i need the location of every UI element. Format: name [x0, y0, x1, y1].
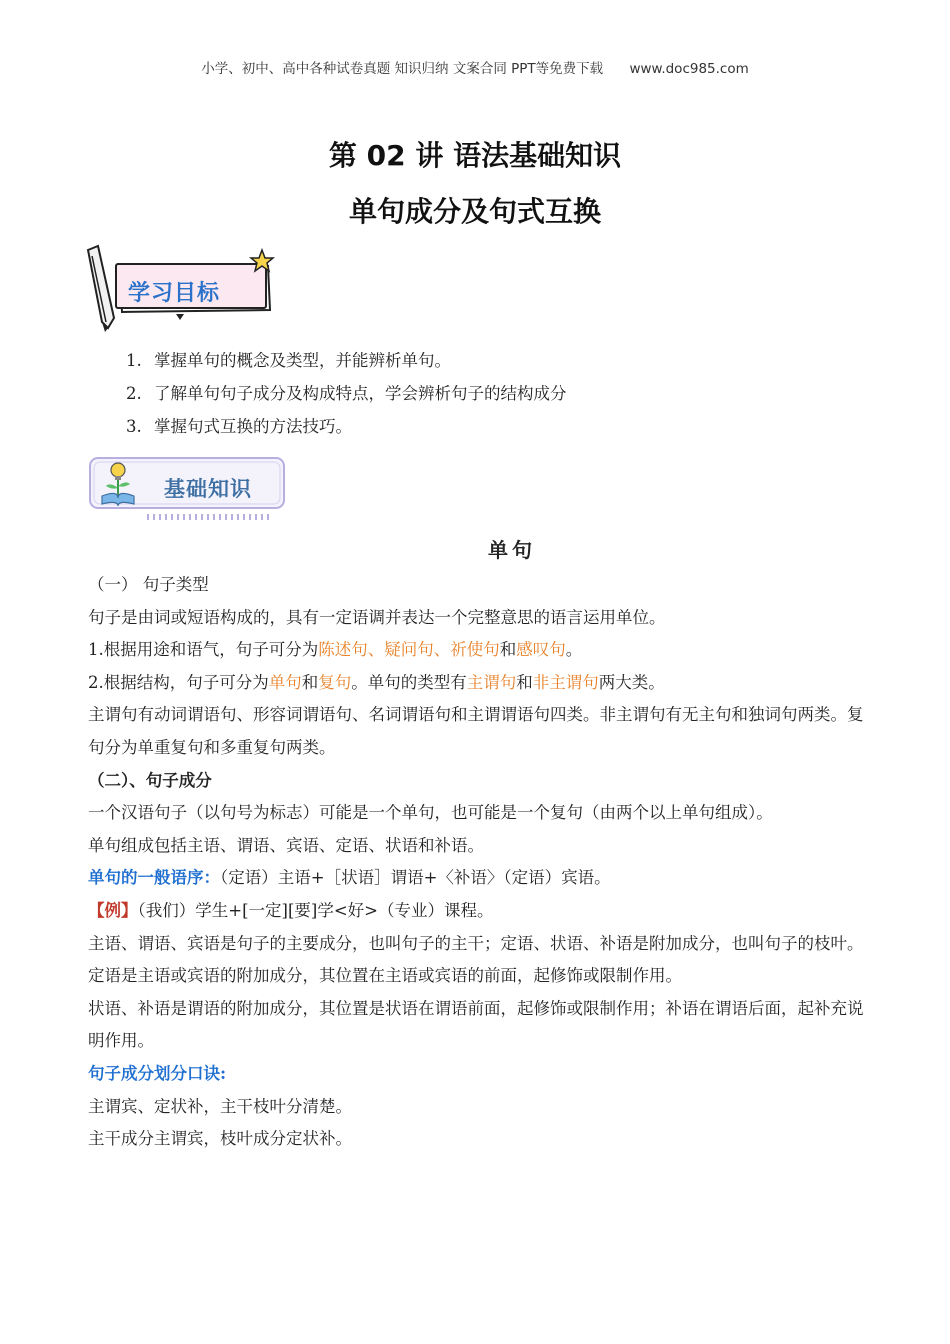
paragraph: 主干成分主谓宾，枝叶成分定状补。: [88, 1129, 352, 1149]
basics-badge-label: 基础知识: [164, 477, 252, 501]
mnemonic-label: 句子成分划分口诀:: [88, 1063, 227, 1083]
paragraph: 主谓宾、定状补，主干枝叶分清楚。: [88, 1096, 352, 1116]
paragraph: 2.根据结构，句子可分为单句和复句。单句的类型有主谓句和非主谓句两大类。: [88, 672, 665, 692]
paragraph: 主谓句有动词谓语句、形容词谓语句、名词谓语句和主谓谓语句四类。非主谓句有无主句和独词句两类。复句分为单重复句和多重复句两类。: [88, 705, 864, 757]
header-site[interactable]: www.doc985.com: [629, 61, 749, 77]
header-text: 小学、初中、高中各种试卷真题 知识归纳 文案合同 PPT等免费下载: [201, 61, 604, 77]
page-title: 第 02 讲 语法基础知识: [328, 139, 622, 172]
paragraph: 1.根据用途和语气，句子可分为陈述句、疑问句、祈使句和感叹句。: [88, 640, 583, 660]
subheading-sentence-components: （二）、句子成分: [88, 770, 212, 790]
paragraph: 单句组成包括主语、谓语、宾语、定语、状语和补语。: [88, 835, 484, 855]
goal-item: 3. 掌握句式互换的方法技巧。: [126, 417, 352, 436]
paragraph: 一个汉语句子（以句号为标志）可能是一个单句，也可能是一个复句（由两个以上单句组成）。: [88, 803, 773, 823]
goals-list: [126, 344, 567, 443]
subheading-sentence-types: （一） 句子类型: [88, 575, 209, 594]
page-subtitle: 单句成分及句式互换: [348, 195, 601, 228]
paragraph: 单句的一般语序：（定语）主语+［状语］谓语+〈补语〉（定语）宾语。: [88, 868, 611, 888]
section-title: 单句: [488, 538, 536, 562]
paragraph: 状语、补语是谓语的附加成分，其位置是状语在谓语前面，起修饰或限制作用；补语在谓语后面，起补充说明作用。: [88, 998, 864, 1051]
basics-badge: [88, 456, 288, 522]
goals-badge-label: 学习目标: [128, 281, 221, 306]
word-order-label: 单句的一般语序：: [88, 868, 220, 888]
paragraph: 句子是由词或短语构成的，具有一定语调并表达一个完整意思的语言运用单位。: [88, 607, 666, 627]
goal-item: 2. 了解单句句子成分及构成特点，学会辨析句子的结构成分: [126, 384, 567, 403]
goal-item: 1. 掌握单句的概念及类型，并能辨析单句。: [126, 351, 451, 370]
paragraph: 定语是主语或宾语的附加成分，其位置在主语或宾语的前面，起修饰或限制作用。: [88, 966, 682, 986]
goals-badge: [84, 242, 280, 332]
main-content: [88, 569, 868, 1156]
paragraph: 主语、谓语、宾语是句子的主要成分，也叫句子的主干；定语、状语、补语是附加成分，也叫句子的枝叶。: [88, 933, 864, 953]
paragraph: 【例】（我们）学生+[一定][要]学<好>（专业）课程。: [88, 900, 494, 920]
page-header: [0, 57, 950, 77]
example-label: 【例】: [88, 900, 138, 920]
